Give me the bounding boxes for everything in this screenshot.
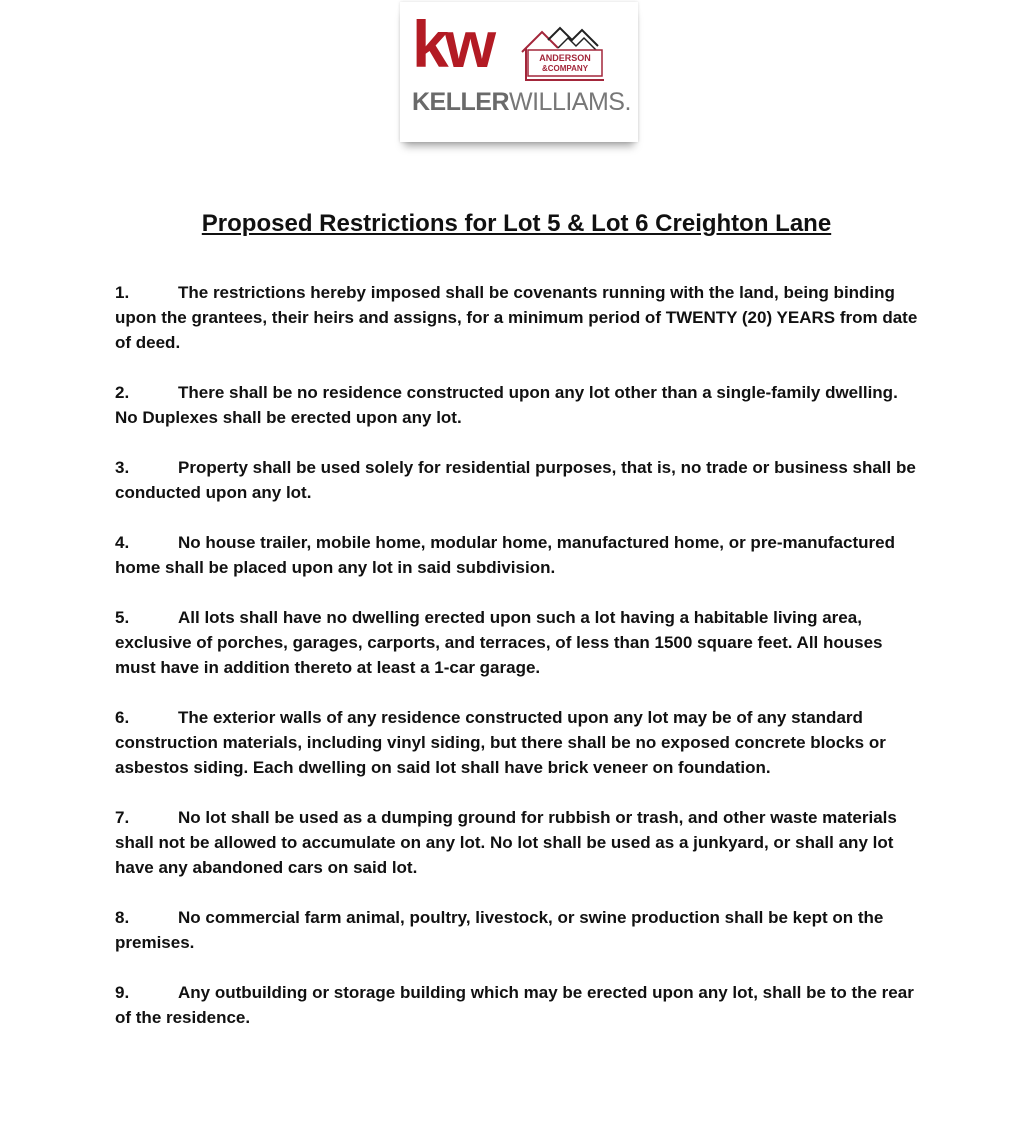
- kw-logo-mark: kw: [412, 7, 493, 81]
- item-number: 9.: [115, 983, 130, 1002]
- keller-williams-wordmark: [412, 88, 631, 117]
- restriction-item: [115, 980, 925, 1030]
- partner-name-line1: ANDERSON: [539, 53, 591, 63]
- item-number: 5.: [115, 608, 130, 627]
- item-text: No lot shall be used as a dumping ground for rubbish or trash, and other waste materials shall not be allowed to accumulate on any lot. No lot shall be used as a junkyard, or shall any lot have any abandoned cars on said lot.: [115, 808, 897, 877]
- restriction-item: [115, 280, 925, 355]
- item-number: 8.: [115, 908, 130, 927]
- anderson-company-house-icon: [520, 22, 610, 84]
- restrictions-list: [115, 280, 925, 1055]
- brand-light: WILLIAMS.: [509, 88, 631, 116]
- item-text: All lots shall have no dwelling erected upon such a lot having a habitable living area, exclusive of porches, garages, carports, and terraces, of less than 1500 square feet. All houses must have in addition thereto at least a 1-car garage.: [115, 608, 883, 677]
- item-number: 7.: [115, 808, 130, 827]
- restriction-item: [115, 805, 925, 880]
- item-text: Any outbuilding or storage building which may be erected upon any lot, shall be to the rear of the residence.: [115, 983, 914, 1027]
- restriction-item: [115, 705, 925, 780]
- item-number: 2.: [115, 383, 130, 402]
- item-text: No house trailer, mobile home, modular home, manufactured home, or pre-manufactured home shall be placed upon any lot in said subdivision.: [115, 533, 895, 577]
- restriction-item: [115, 455, 925, 505]
- restriction-item: [115, 905, 925, 955]
- item-text: Property shall be used solely for residential purposes, that is, no trade or business shall be conducted upon any lot.: [115, 458, 916, 502]
- item-text: The restrictions hereby imposed shall be covenants running with the land, being binding upon the grantees, their heirs and assigns, for a minimum period of TWENTY (20) YEARS from date of deed.: [115, 283, 918, 352]
- item-number: 4.: [115, 533, 130, 552]
- document-title: Proposed Restrictions for Lot 5 & Lot 6 Creighton Lane: [201, 210, 832, 237]
- restriction-item: [115, 380, 925, 430]
- restriction-item: [115, 605, 925, 680]
- brand-bold: KELLER: [412, 88, 509, 116]
- item-text: There shall be no residence constructed upon any lot other than a single-family dwelling. No Duplexes shall be erected upon any lot.: [115, 383, 898, 427]
- restriction-item: [115, 530, 925, 580]
- keller-williams-logo: [400, 2, 638, 142]
- partner-name-line2: &COMPANY: [541, 64, 589, 73]
- item-number: 1.: [115, 283, 130, 302]
- item-number: 3.: [115, 458, 130, 477]
- item-text: No commercial farm animal, poultry, livestock, or swine production shall be kept on the premises.: [115, 908, 884, 952]
- item-text: The exterior walls of any residence constructed upon any lot may be of any standard construction materials, including vinyl siding, but there shall be no exposed concrete blocks or asbestos siding. Each dwelling on said lot shall have brick veneer on foundation.: [115, 708, 886, 777]
- item-number: 6.: [115, 708, 130, 727]
